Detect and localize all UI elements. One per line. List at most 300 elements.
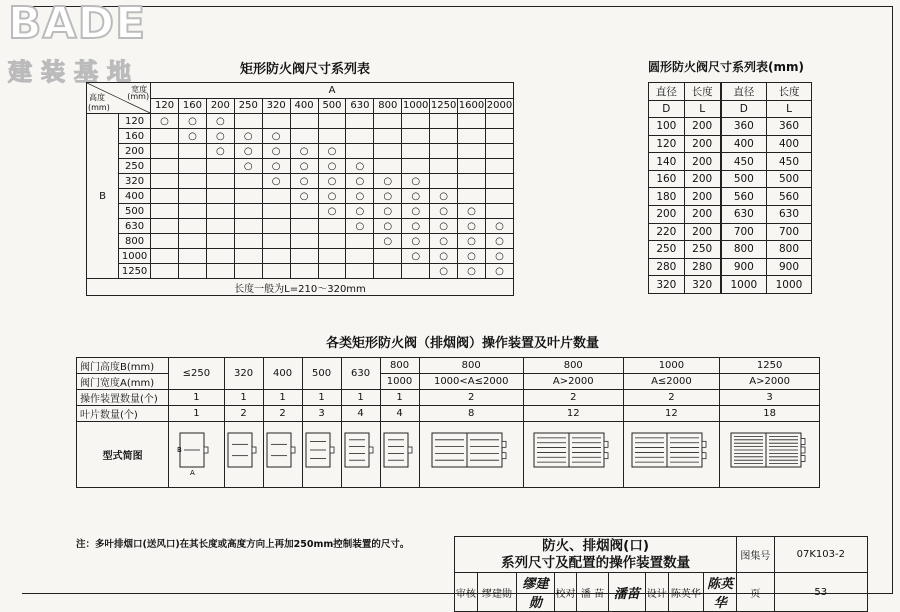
rect-cell xyxy=(290,219,318,234)
reviewer-name: 缪建勋 xyxy=(477,573,516,612)
blades-cell: 3 xyxy=(302,406,341,422)
available-mark: ○ xyxy=(495,250,504,262)
rect-cell xyxy=(485,204,513,219)
rect-cell xyxy=(485,159,513,174)
width-cell: A>2000 xyxy=(720,374,820,390)
rect-cell xyxy=(206,264,234,279)
diagram-label-b: B xyxy=(177,446,183,454)
available-mark: ○ xyxy=(495,265,504,277)
length-cell: 200 xyxy=(684,153,721,171)
available-mark: ○ xyxy=(243,145,253,157)
damper-diagram xyxy=(225,430,263,476)
brand-logo: BADE xyxy=(8,0,147,49)
rect-cell xyxy=(262,249,290,264)
rect-cell xyxy=(179,144,207,159)
rect-cell xyxy=(206,234,234,249)
available-mark: ○ xyxy=(299,190,309,202)
rect-cell xyxy=(318,189,346,204)
diagram-cell xyxy=(523,422,623,488)
rect-cell xyxy=(206,249,234,264)
rect-cell xyxy=(206,204,234,219)
rect-cell xyxy=(179,204,207,219)
available-mark: ○ xyxy=(355,160,365,172)
devices-cell: 2 xyxy=(523,390,623,406)
rect-cell xyxy=(402,159,430,174)
reviewer-signature: 缪建勋 xyxy=(517,573,554,612)
available-mark: ○ xyxy=(411,220,421,232)
rect-cell xyxy=(234,234,262,249)
available-mark: ○ xyxy=(495,235,504,247)
row-devices xyxy=(77,390,820,406)
rect-cell xyxy=(430,264,458,279)
round-row xyxy=(649,170,812,188)
damper-diagram xyxy=(531,430,615,476)
rect-row xyxy=(87,219,514,234)
a-value-cell: 500 xyxy=(318,98,346,114)
rect-cell xyxy=(430,129,458,144)
a-value-cell: 160 xyxy=(179,98,207,114)
available-mark: ○ xyxy=(467,265,476,277)
rect-cell xyxy=(179,234,207,249)
rect-cell xyxy=(179,159,207,174)
diameter-cell: 500 xyxy=(721,170,767,188)
available-mark: ○ xyxy=(271,145,281,157)
rect-cell xyxy=(290,144,318,159)
height-cell: 800 xyxy=(419,358,523,374)
available-mark: ○ xyxy=(327,205,337,217)
available-mark: ○ xyxy=(355,175,365,187)
rect-cell xyxy=(234,249,262,264)
damper-diagram xyxy=(303,430,341,476)
actuator-box xyxy=(502,453,506,459)
rect-cell xyxy=(234,114,262,129)
rect-cell xyxy=(179,264,207,279)
rect-cell xyxy=(234,174,262,189)
length-cell: 280 xyxy=(684,258,721,276)
drawing-title xyxy=(455,537,737,573)
header-height-label: 高度 xyxy=(89,93,105,102)
length-cell: 200 xyxy=(684,206,721,224)
width-cell: A≤2000 xyxy=(623,374,720,390)
diameter-cell: 800 xyxy=(721,241,767,259)
rect-cell xyxy=(234,144,262,159)
header-a-label: A xyxy=(151,83,514,99)
blades-cell: 1 xyxy=(169,406,224,422)
available-mark: ○ xyxy=(383,205,393,217)
devices-cell: 3 xyxy=(720,390,820,406)
available-mark: ○ xyxy=(271,130,281,142)
actuator-box xyxy=(604,453,608,459)
available-mark: ○ xyxy=(299,145,309,157)
available-mark: ○ xyxy=(355,205,365,217)
drawing-title-line2: 系列尺寸及配置的操作装置数量 xyxy=(501,554,691,571)
col-l: L xyxy=(684,100,721,118)
diameter-cell: 900 xyxy=(721,258,767,276)
row-height xyxy=(77,358,820,374)
devices-cell: 2 xyxy=(623,390,720,406)
available-mark: ○ xyxy=(215,115,225,127)
rect-row xyxy=(87,174,514,189)
rect-cell xyxy=(485,174,513,189)
rect-cell xyxy=(402,204,430,219)
b-value-cell: 1250 xyxy=(119,264,151,279)
rect-cell xyxy=(290,249,318,264)
diagram-cell xyxy=(380,422,419,488)
available-mark: ○ xyxy=(411,175,421,187)
rect-cell xyxy=(374,219,402,234)
available-mark: ○ xyxy=(383,235,393,247)
rect-cell xyxy=(151,144,179,159)
round-row xyxy=(649,241,812,259)
height-cell: 1250 xyxy=(720,358,820,374)
damper-frame xyxy=(345,433,369,467)
length-cell: 200 xyxy=(684,223,721,241)
rect-cell xyxy=(318,219,346,234)
rect-cell xyxy=(318,114,346,129)
available-mark: ○ xyxy=(439,205,448,217)
config-table-title: 各类矩形防火阀（排烟阀）操作装置及叶片数量 xyxy=(326,336,600,351)
rect-cell xyxy=(485,144,513,159)
diameter-cell: 1000 xyxy=(721,276,767,294)
blades-cell: 2 xyxy=(263,406,302,422)
actuator-box xyxy=(604,441,608,447)
height-cell: ≤250 xyxy=(169,358,224,390)
available-mark: ○ xyxy=(327,190,337,202)
rect-cell xyxy=(402,174,430,189)
diameter-cell: 630 xyxy=(721,206,767,224)
rect-cell xyxy=(318,234,346,249)
rect-cell xyxy=(346,174,374,189)
rect-cell xyxy=(262,204,290,219)
a-value-cell: 320 xyxy=(262,98,290,114)
page-label: 页 xyxy=(737,573,774,612)
rect-header-row-a xyxy=(87,83,514,99)
rect-cell xyxy=(402,219,430,234)
height-cell: 1000 xyxy=(623,358,720,374)
rect-cell xyxy=(151,234,179,249)
rect-cell xyxy=(485,249,513,264)
a-value-cell: 250 xyxy=(234,98,262,114)
rect-cell xyxy=(151,159,179,174)
length-cell: 500 xyxy=(766,170,811,188)
length-cell: 200 xyxy=(684,170,721,188)
damper-diagram xyxy=(381,430,419,476)
rect-cell xyxy=(346,114,374,129)
height-cell: 400 xyxy=(263,358,302,390)
actuator-box xyxy=(252,447,256,453)
rect-cell xyxy=(346,189,374,204)
available-mark: ○ xyxy=(355,190,365,202)
col-l-2: L xyxy=(766,100,811,118)
rect-cell xyxy=(430,189,458,204)
rect-row xyxy=(87,189,514,204)
devices-cell: 1 xyxy=(380,390,419,406)
rect-row xyxy=(87,249,514,264)
round-symbol-row xyxy=(649,100,812,118)
rect-cell xyxy=(346,129,374,144)
actuator-box xyxy=(801,456,805,462)
rect-cell xyxy=(458,129,486,144)
devices-cell: 1 xyxy=(263,390,302,406)
designer-name: 陈英华 xyxy=(668,573,703,612)
label-width: 阀门宽度A(mm) xyxy=(77,374,169,390)
damper-frame xyxy=(384,433,408,467)
diameter-cell: 160 xyxy=(649,170,685,188)
available-mark: ○ xyxy=(299,175,309,187)
rect-cell xyxy=(430,219,458,234)
blades-cell: 4 xyxy=(341,406,380,422)
a-value-cell: 120 xyxy=(151,98,179,114)
damper-frame xyxy=(267,433,291,467)
rect-cell xyxy=(430,159,458,174)
available-mark: ○ xyxy=(383,220,393,232)
rect-cell xyxy=(402,189,430,204)
rect-cell xyxy=(346,249,374,264)
rect-cell xyxy=(402,129,430,144)
rect-cell xyxy=(318,159,346,174)
checker-signature: 潘苗 xyxy=(608,573,645,612)
rect-cell xyxy=(458,219,486,234)
rect-cell xyxy=(179,129,207,144)
checker-name: 潘 苗 xyxy=(577,573,608,612)
available-mark: ○ xyxy=(411,190,421,202)
length-cell: 900 xyxy=(766,258,811,276)
diameter-cell: 120 xyxy=(649,135,685,153)
diagram-label-a: A xyxy=(190,469,196,476)
design-label: 设计 xyxy=(645,573,668,612)
rect-row xyxy=(87,264,514,279)
rect-cell xyxy=(234,204,262,219)
rect-cell xyxy=(346,144,374,159)
b-value-cell: 400 xyxy=(119,189,151,204)
header-height-unit: (mm) xyxy=(88,103,110,112)
diameter-cell: 140 xyxy=(649,153,685,171)
rect-cell xyxy=(374,204,402,219)
a-value-cell: 2000 xyxy=(485,98,513,114)
rect-cell xyxy=(318,129,346,144)
footnote: 注：多叶排烟口(送风口)在其长度或高度方向上再加250mm控制装置的尺寸。 xyxy=(76,539,410,550)
damper-diagram xyxy=(342,430,380,476)
rect-cell xyxy=(262,234,290,249)
rect-cell xyxy=(346,234,374,249)
available-mark: ○ xyxy=(467,205,476,217)
row-diagrams xyxy=(77,422,820,488)
diameter-cell: 200 xyxy=(649,206,685,224)
rect-cell xyxy=(262,129,290,144)
diameter-cell: 700 xyxy=(721,223,767,241)
available-mark: ○ xyxy=(243,130,253,142)
rect-cell xyxy=(290,264,318,279)
available-mark: ○ xyxy=(439,235,448,247)
header-width-unit: (mm) xyxy=(127,92,150,101)
available-mark: ○ xyxy=(355,220,365,232)
rect-row xyxy=(87,159,514,174)
rect-cell xyxy=(262,114,290,129)
rect-cell xyxy=(485,234,513,249)
available-mark: ○ xyxy=(188,115,197,127)
label-devices: 操作装置数量(个) xyxy=(77,390,169,406)
devices-cell: 2 xyxy=(419,390,523,406)
rect-cell xyxy=(458,189,486,204)
rect-cell xyxy=(485,189,513,204)
length-cell: 560 xyxy=(766,188,811,206)
damper-diagram xyxy=(429,430,513,476)
available-mark: ○ xyxy=(439,190,448,202)
damper-diagram xyxy=(177,430,215,476)
rect-cell xyxy=(290,204,318,219)
rect-row xyxy=(87,234,514,249)
actuator-box xyxy=(291,447,295,453)
page-number: 53 xyxy=(774,573,867,612)
width-cell: 1000 xyxy=(380,374,419,390)
rect-cell xyxy=(430,249,458,264)
length-cell: 800 xyxy=(766,241,811,259)
rect-cell xyxy=(402,144,430,159)
damper-frame xyxy=(228,433,252,467)
available-mark: ○ xyxy=(215,130,225,142)
a-value-cell: 1600 xyxy=(458,98,486,114)
rect-cell xyxy=(402,114,430,129)
rect-cell xyxy=(206,219,234,234)
round-row xyxy=(649,188,812,206)
col-length-2: 长度 xyxy=(766,83,811,101)
actuator-box xyxy=(702,453,706,459)
rect-footer-note: 长度一般为L=210～320mm xyxy=(87,279,514,296)
rect-cell xyxy=(151,264,179,279)
col-d: D xyxy=(649,100,685,118)
col-length: 长度 xyxy=(684,83,721,101)
round-row xyxy=(649,153,812,171)
height-cell: 800 xyxy=(380,358,419,374)
diameter-cell: 100 xyxy=(649,118,685,136)
round-row xyxy=(649,223,812,241)
round-header-row xyxy=(649,83,812,101)
diagram-cell xyxy=(263,422,302,488)
height-cell: 800 xyxy=(523,358,623,374)
round-row xyxy=(649,135,812,153)
rect-cell xyxy=(430,204,458,219)
rect-cell xyxy=(430,174,458,189)
label-blades: 叶片数量(个) xyxy=(77,406,169,422)
col-diameter-2: 直径 xyxy=(721,83,767,101)
blades-cell: 18 xyxy=(720,406,820,422)
rect-cell xyxy=(234,219,262,234)
label-height: 阀门高度B(mm) xyxy=(77,358,169,374)
rect-table-title: 矩形防火阀尺寸系列表 xyxy=(240,62,371,77)
blades-cell: 2 xyxy=(224,406,263,422)
config-table xyxy=(76,357,820,488)
rect-row xyxy=(87,129,514,144)
length-cell: 200 xyxy=(684,135,721,153)
available-mark: ○ xyxy=(327,160,337,172)
a-value-cell: 400 xyxy=(290,98,318,114)
available-mark: ○ xyxy=(327,175,337,187)
row-blades xyxy=(77,406,820,422)
available-mark: ○ xyxy=(271,175,281,187)
length-cell: 200 xyxy=(684,118,721,136)
available-mark: ○ xyxy=(439,265,448,277)
diameter-cell: 400 xyxy=(721,135,767,153)
rect-cell xyxy=(402,234,430,249)
devices-cell: 1 xyxy=(224,390,263,406)
rect-cell xyxy=(290,114,318,129)
rect-cell xyxy=(374,234,402,249)
actuator-box xyxy=(502,441,506,447)
a-value-cell: 630 xyxy=(346,98,374,114)
rect-cell xyxy=(485,114,513,129)
actuator-box xyxy=(801,447,805,453)
col-d-2: D xyxy=(721,100,767,118)
length-cell: 320 xyxy=(684,276,721,294)
rect-cell xyxy=(290,234,318,249)
rect-cell xyxy=(206,174,234,189)
rect-cell xyxy=(402,264,430,279)
rect-cell xyxy=(346,204,374,219)
available-mark: ○ xyxy=(271,160,281,172)
available-mark: ○ xyxy=(327,145,337,157)
available-mark: ○ xyxy=(439,250,448,262)
title-block xyxy=(454,536,868,612)
diagram-cell xyxy=(341,422,380,488)
diameter-cell: 220 xyxy=(649,223,685,241)
diameter-cell: 280 xyxy=(649,258,685,276)
actuator-box xyxy=(369,447,373,453)
blades-cell: 12 xyxy=(523,406,623,422)
rect-cell xyxy=(206,129,234,144)
b-axis-label: B xyxy=(87,114,119,279)
length-cell: 200 xyxy=(684,188,721,206)
rect-cell xyxy=(458,174,486,189)
rect-cell xyxy=(262,144,290,159)
rect-cell xyxy=(374,144,402,159)
damper-diagram xyxy=(728,430,812,476)
rect-footer-row xyxy=(87,279,514,296)
length-cell: 630 xyxy=(766,206,811,224)
header-width-label: 宽度 xyxy=(131,85,148,94)
diagram-cell xyxy=(302,422,341,488)
damper-diagram xyxy=(264,430,302,476)
rect-cell xyxy=(206,189,234,204)
rect-cell xyxy=(290,174,318,189)
rect-cell xyxy=(485,264,513,279)
rect-cell xyxy=(318,174,346,189)
label-diagram: 型式简图 xyxy=(77,422,169,488)
available-mark: ○ xyxy=(411,205,421,217)
rect-cell xyxy=(318,204,346,219)
available-mark: ○ xyxy=(160,115,169,127)
rect-row xyxy=(87,144,514,159)
rect-cell xyxy=(402,249,430,264)
devices-cell: 1 xyxy=(341,390,380,406)
brand-subtitle: 建装基地 xyxy=(8,58,140,86)
rect-cell xyxy=(179,174,207,189)
available-mark: ○ xyxy=(495,220,504,232)
rect-cell xyxy=(458,234,486,249)
rect-cell xyxy=(458,204,486,219)
round-row xyxy=(649,258,812,276)
rect-cell xyxy=(374,174,402,189)
blades-cell: 4 xyxy=(380,406,419,422)
rect-cell xyxy=(374,189,402,204)
available-mark: ○ xyxy=(467,235,476,247)
rect-cell xyxy=(179,189,207,204)
diagram-cell xyxy=(720,422,820,488)
rect-cell xyxy=(458,114,486,129)
diagram-cell xyxy=(169,422,224,488)
diagram-cell xyxy=(224,422,263,488)
rect-cell xyxy=(262,189,290,204)
rect-cell xyxy=(290,129,318,144)
